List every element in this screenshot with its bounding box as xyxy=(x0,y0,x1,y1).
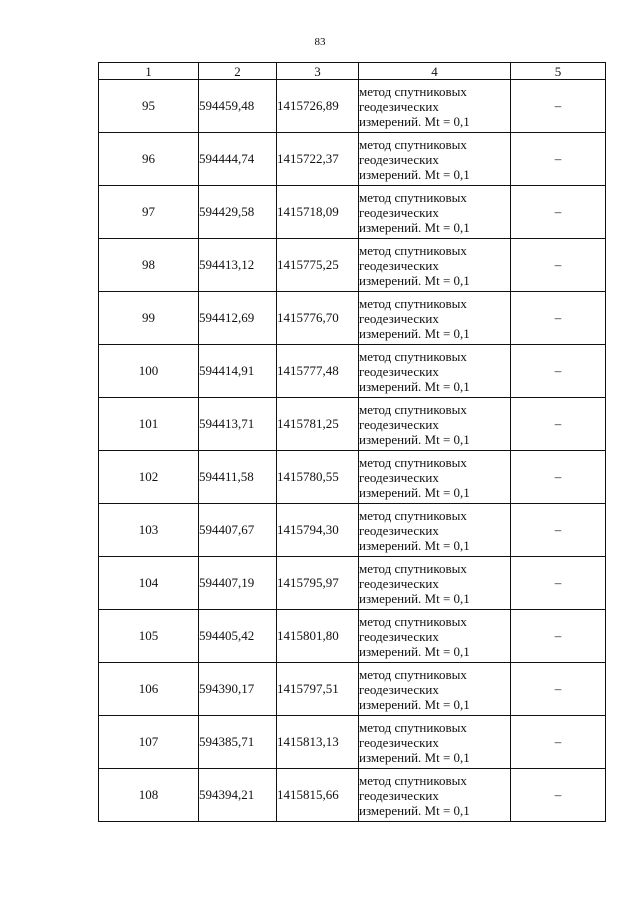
method-line: измерений. Mt = 0,1 xyxy=(359,590,470,606)
page-number: 83 xyxy=(314,36,326,48)
method-line: геодезических xyxy=(359,416,439,432)
note-cell: – xyxy=(511,133,606,186)
point-number-cell: 97 xyxy=(99,186,199,239)
table-row xyxy=(99,345,606,398)
table-body xyxy=(99,80,606,822)
method-line: метод спутниковых xyxy=(359,242,467,258)
method-line: измерений. Mt = 0,1 xyxy=(359,643,470,659)
method-cell xyxy=(359,80,511,133)
x-coordinate-cell: 594414,91 xyxy=(199,345,277,398)
method-line: метод спутниковых xyxy=(359,189,467,205)
method-line: измерений. Mt = 0,1 xyxy=(359,802,470,818)
method-line: метод спутниковых xyxy=(359,348,467,364)
method-line: геодезических xyxy=(359,628,439,644)
y-coordinate-cell: 1415813,13 xyxy=(277,716,359,769)
method-line: геодезических xyxy=(359,98,439,114)
x-coordinate-cell: 594444,74 xyxy=(199,133,277,186)
table-header xyxy=(99,63,606,80)
point-number-cell: 105 xyxy=(99,610,199,663)
x-coordinate-cell: 594385,71 xyxy=(199,716,277,769)
point-number-cell: 107 xyxy=(99,716,199,769)
y-coordinate-cell: 1415777,48 xyxy=(277,345,359,398)
note-cell: – xyxy=(511,557,606,610)
method-line: геодезических xyxy=(359,310,439,326)
y-coordinate-cell: 1415794,30 xyxy=(277,504,359,557)
y-coordinate-cell: 1415722,37 xyxy=(277,133,359,186)
point-number-cell: 99 xyxy=(99,292,199,345)
x-coordinate-cell: 594390,17 xyxy=(199,663,277,716)
note-cell: – xyxy=(511,239,606,292)
method-cell xyxy=(359,504,511,557)
note-cell: – xyxy=(511,345,606,398)
x-coordinate-cell: 594405,42 xyxy=(199,610,277,663)
method-cell xyxy=(359,133,511,186)
method-line: геодезических xyxy=(359,469,439,485)
method-line: измерений. Mt = 0,1 xyxy=(359,166,470,182)
method-line: геодезических xyxy=(359,681,439,697)
method-line: метод спутниковых xyxy=(359,772,467,788)
note-cell: – xyxy=(511,398,606,451)
method-cell xyxy=(359,292,511,345)
method-line: метод спутниковых xyxy=(359,560,467,576)
note-cell: – xyxy=(511,663,606,716)
x-coordinate-cell: 594394,21 xyxy=(199,769,277,822)
x-coordinate-cell: 594407,67 xyxy=(199,504,277,557)
table-row xyxy=(99,186,606,239)
method-line: измерений. Mt = 0,1 xyxy=(359,378,470,394)
coordinates-table xyxy=(98,62,606,822)
table-row xyxy=(99,398,606,451)
method-line: измерений. Mt = 0,1 xyxy=(359,484,470,500)
y-coordinate-cell: 1415801,80 xyxy=(277,610,359,663)
table-row xyxy=(99,769,606,822)
table-row xyxy=(99,239,606,292)
x-coordinate-cell: 594429,58 xyxy=(199,186,277,239)
method-cell xyxy=(359,398,511,451)
note-cell: – xyxy=(511,504,606,557)
method-cell xyxy=(359,716,511,769)
method-line: метод спутниковых xyxy=(359,295,467,311)
point-number-cell: 100 xyxy=(99,345,199,398)
table-row xyxy=(99,80,606,133)
method-cell xyxy=(359,239,511,292)
method-line: геодезических xyxy=(359,734,439,750)
column-header: 5 xyxy=(511,63,606,80)
method-cell xyxy=(359,557,511,610)
y-coordinate-cell: 1415726,89 xyxy=(277,80,359,133)
x-coordinate-cell: 594413,12 xyxy=(199,239,277,292)
method-line: измерений. Mt = 0,1 xyxy=(359,272,470,288)
x-coordinate-cell: 594411,58 xyxy=(199,451,277,504)
note-cell: – xyxy=(511,186,606,239)
y-coordinate-cell: 1415780,55 xyxy=(277,451,359,504)
point-number-cell: 104 xyxy=(99,557,199,610)
y-coordinate-cell: 1415795,97 xyxy=(277,557,359,610)
y-coordinate-cell: 1415775,25 xyxy=(277,239,359,292)
x-coordinate-cell: 594407,19 xyxy=(199,557,277,610)
method-cell xyxy=(359,663,511,716)
method-line: измерений. Mt = 0,1 xyxy=(359,113,470,129)
table-row xyxy=(99,716,606,769)
column-header: 2 xyxy=(199,63,277,80)
y-coordinate-cell: 1415776,70 xyxy=(277,292,359,345)
x-coordinate-cell: 594413,71 xyxy=(199,398,277,451)
table-row xyxy=(99,292,606,345)
method-line: измерений. Mt = 0,1 xyxy=(359,749,470,765)
method-line: метод спутниковых xyxy=(359,454,467,470)
point-number-cell: 103 xyxy=(99,504,199,557)
table-row xyxy=(99,663,606,716)
column-header: 1 xyxy=(99,63,199,80)
method-line: метод спутниковых xyxy=(359,136,467,152)
method-line: измерений. Mt = 0,1 xyxy=(359,219,470,235)
method-cell xyxy=(359,186,511,239)
y-coordinate-cell: 1415718,09 xyxy=(277,186,359,239)
method-cell xyxy=(359,769,511,822)
y-coordinate-cell: 1415797,51 xyxy=(277,663,359,716)
method-line: измерений. Mt = 0,1 xyxy=(359,431,470,447)
column-header: 3 xyxy=(277,63,359,80)
note-cell: – xyxy=(511,769,606,822)
note-cell: – xyxy=(511,292,606,345)
point-number-cell: 106 xyxy=(99,663,199,716)
method-line: метод спутниковых xyxy=(359,83,467,99)
method-cell xyxy=(359,610,511,663)
y-coordinate-cell: 1415815,66 xyxy=(277,769,359,822)
table-row xyxy=(99,504,606,557)
note-cell: – xyxy=(511,610,606,663)
method-line: геодезических xyxy=(359,787,439,803)
method-line: измерений. Mt = 0,1 xyxy=(359,537,470,553)
method-line: метод спутниковых xyxy=(359,613,467,629)
y-coordinate-cell: 1415781,25 xyxy=(277,398,359,451)
method-line: метод спутниковых xyxy=(359,507,467,523)
table-row xyxy=(99,451,606,504)
x-coordinate-cell: 594412,69 xyxy=(199,292,277,345)
note-cell: – xyxy=(511,451,606,504)
table-row xyxy=(99,610,606,663)
column-header: 4 xyxy=(359,63,511,80)
note-cell: – xyxy=(511,716,606,769)
method-line: геодезических xyxy=(359,575,439,591)
note-cell: – xyxy=(511,80,606,133)
method-line: измерений. Mt = 0,1 xyxy=(359,325,470,341)
method-cell xyxy=(359,345,511,398)
x-coordinate-cell: 594459,48 xyxy=(199,80,277,133)
point-number-cell: 98 xyxy=(99,239,199,292)
method-line: метод спутниковых xyxy=(359,719,467,735)
method-cell xyxy=(359,451,511,504)
method-line: геодезических xyxy=(359,522,439,538)
method-line: измерений. Mt = 0,1 xyxy=(359,696,470,712)
point-number-cell: 102 xyxy=(99,451,199,504)
method-line: геодезических xyxy=(359,151,439,167)
method-line: метод спутниковых xyxy=(359,666,467,682)
method-line: метод спутниковых xyxy=(359,401,467,417)
point-number-cell: 108 xyxy=(99,769,199,822)
method-line: геодезических xyxy=(359,257,439,273)
point-number-cell: 96 xyxy=(99,133,199,186)
point-number-cell: 101 xyxy=(99,398,199,451)
table-row xyxy=(99,133,606,186)
method-line: геодезических xyxy=(359,204,439,220)
table-row xyxy=(99,557,606,610)
point-number-cell: 95 xyxy=(99,80,199,133)
method-line: геодезических xyxy=(359,363,439,379)
header-row xyxy=(99,63,606,80)
